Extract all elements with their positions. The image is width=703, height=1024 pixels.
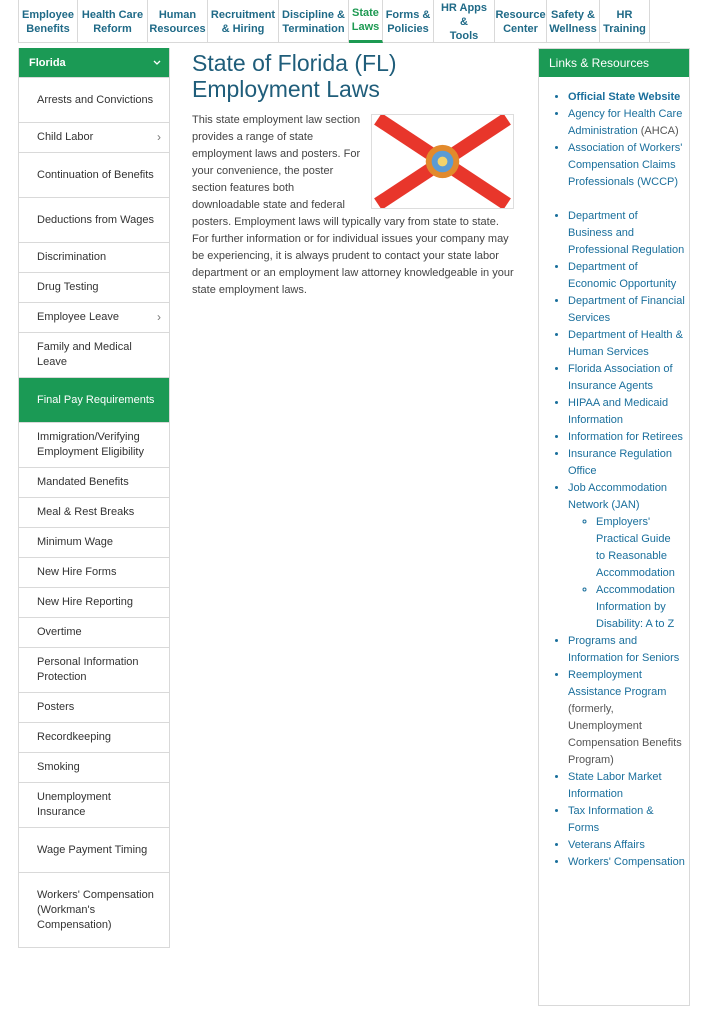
link-item [568, 106, 685, 140]
link-employers-practical-guide-to-reasonable-accommodation[interactable]: Employers' Practical Guide to Reasonable Accommodation [596, 516, 675, 579]
link-insurance-regulation-office[interactable]: Insurance Regulation Office [568, 448, 672, 477]
sidebar-item-smoking[interactable] [19, 752, 169, 782]
sidebar-item-label: Deductions from Wages [37, 213, 154, 226]
sidebar-item-label: Continuation of Benefits [37, 168, 154, 181]
sidebar-item-new-hire-reporting[interactable] [19, 587, 169, 617]
nav-tab-discipline-termination[interactable]: Discipline & Termination [279, 0, 349, 43]
sidebar-item-mandated-benefits[interactable] [19, 467, 169, 497]
sidebar-item-child-labor[interactable] [19, 122, 169, 152]
sidebar-item-label: Meal & Rest Breaks [37, 506, 135, 518]
sidebar-item-label: Smoking [37, 761, 80, 773]
link-department-of-financial-services[interactable]: Department of Financial Services [568, 295, 685, 324]
sidebar-item-label: Unemployment Insurance [37, 791, 111, 818]
sidebar-item-drug-testing[interactable] [19, 272, 169, 302]
nav-tab-safety-wellness[interactable]: Safety & Wellness [547, 0, 600, 43]
sidebar-item-discrimination[interactable] [19, 242, 169, 272]
link-item [568, 89, 685, 106]
top-navigation [18, 0, 670, 43]
sidebar-item-deductions-from-wages[interactable] [19, 197, 169, 242]
sidebar-item-label: Minimum Wage [37, 536, 113, 548]
sidebar-item-meal-rest-breaks[interactable] [19, 497, 169, 527]
sidebar-item-employee-leave[interactable] [19, 302, 169, 332]
sidebar-item-family-and-medical-leave[interactable] [19, 332, 169, 377]
sub-link-item [596, 514, 681, 582]
sidebar-item-label: Drug Testing [37, 281, 99, 293]
link-item [568, 633, 685, 667]
sidebar-header-florida[interactable] [19, 48, 169, 77]
sidebar-item-label: Discrimination [37, 251, 107, 263]
florida-flag-image [371, 114, 514, 209]
nav-tab-employee-benefits[interactable]: Employee Benefits [18, 0, 78, 43]
sidebar-item-label: Workers' Compensation (Workman's Compensation) [37, 888, 154, 931]
link-item [568, 361, 685, 395]
nav-tab-state-laws[interactable]: State Laws [349, 0, 383, 43]
chevron-right-icon: › [157, 130, 161, 144]
sidebar-item-label: Wage Payment Timing [37, 843, 148, 856]
main-content [192, 50, 518, 299]
link-suffix-text: (formerly, Unemployment Compensation Benefits Program) [568, 703, 682, 766]
sidebar-item-label: Employee Leave [37, 311, 119, 323]
link-department-of-business-and-professional-regulation[interactable]: Department of Business and Professional Regulation [568, 210, 685, 256]
sidebar-item-arrests-and-convictions[interactable] [19, 77, 169, 122]
link-job-accommodation-network-jan[interactable]: Job Accommodation Network (JAN) [568, 482, 668, 511]
links-list [539, 89, 689, 871]
links-resources-panel [538, 48, 690, 1006]
link-department-of-economic-opportunity[interactable]: Department of Economic Opportunity [568, 261, 677, 290]
link-item [568, 446, 685, 480]
sidebar-item-workers-compensation-workman-s-compensation[interactable] [19, 872, 169, 947]
link-association-of-workers-compensation-claims-professionals-wccp[interactable]: Association of Workers' Compensation Claims Professionals (WCCP) [568, 142, 683, 188]
sidebar-item-posters[interactable] [19, 692, 169, 722]
nav-tab-recruitment-hiring[interactable]: Recruitment & Hiring [208, 0, 279, 43]
link-item [568, 803, 685, 837]
link-workers-compensation[interactable]: Workers' Compensation [568, 856, 685, 868]
sidebar-item-label: Final Pay Requirements [37, 393, 155, 406]
nav-tab-resource-center[interactable]: Resource Center [495, 0, 547, 43]
link-department-of-health-human-services[interactable]: Department of Health & Human Services [568, 329, 683, 358]
sidebar-item-unemployment-insurance[interactable] [19, 782, 169, 827]
link-agency-for-health-care-administration[interactable]: Agency for Health Care Administration [568, 108, 683, 137]
nav-tab-health-care-reform[interactable]: Health Care Reform [78, 0, 148, 43]
link-item [568, 140, 685, 191]
sidebar-item-label: New Hire Reporting [37, 596, 133, 608]
link-item [568, 837, 685, 854]
state-sidebar [18, 48, 170, 948]
link-item [568, 854, 685, 871]
chevron-right-icon: › [157, 310, 161, 324]
link-official-state-website[interactable]: Official State Website [568, 91, 681, 103]
sidebar-item-label: Recordkeeping [37, 731, 111, 743]
link-reemployment-assistance-program[interactable]: Reemployment Assistance Program [568, 669, 667, 698]
link-item [568, 769, 685, 803]
link-item [568, 259, 685, 293]
link-information-for-retirees[interactable]: Information for Retirees [568, 431, 683, 443]
sidebar-item-continuation-of-benefits[interactable] [19, 152, 169, 197]
link-item [568, 208, 685, 259]
sidebar-item-label: Child Labor [37, 131, 94, 143]
sidebar-item-immigration-verifying-employment-eligibility[interactable] [19, 422, 169, 467]
sidebar-item-overtime[interactable] [19, 617, 169, 647]
links-header: Links & Resources [539, 49, 689, 77]
link-accommodation-information-by-disability-a-to-z[interactable]: Accommodation Information by Disability: A to Z [596, 584, 675, 630]
nav-tab-forms-policies[interactable]: Forms & Policies [383, 0, 434, 43]
sidebar-item-label: Overtime [37, 626, 82, 638]
nav-tab-hr-apps-tools[interactable]: HR Apps & Tools [434, 0, 495, 43]
link-tax-information-forms[interactable]: Tax Information & Forms [568, 805, 654, 834]
link-state-labor-market-information[interactable]: State Labor Market Information [568, 771, 662, 800]
sidebar-item-label: New Hire Forms [37, 566, 117, 578]
link-item [568, 480, 685, 633]
nav-tab-human-resources[interactable]: Human Resources [148, 0, 208, 43]
link-programs-and-information-for-seniors[interactable]: Programs and Information for Seniors [568, 635, 680, 664]
nav-tab-hr-training[interactable]: HR Training [600, 0, 650, 43]
link-suffix-text: (AHCA) [637, 125, 679, 137]
link-item [568, 429, 685, 446]
sidebar-header-label: Florida [29, 56, 66, 69]
link-florida-association-of-insurance-agents[interactable]: Florida Association of Insurance Agents [568, 363, 673, 392]
sidebar-item-final-pay-requirements[interactable] [19, 377, 169, 422]
sidebar-item-label: Immigration/Verifying Employment Eligibility [37, 431, 144, 458]
intro-text: This state employment law section provides a range of state employment laws and posters. For your convenience, the poster section features both downloadable state and federal posters. Employment laws will typically vary from state to state. For further information or for individual issues your company may be experiencing, it is always prudent to contact your state labor department or an employment law attorney knowledgeable in your state employment laws. [192, 114, 514, 296]
sidebar-item-recordkeeping[interactable] [19, 722, 169, 752]
link-item [568, 293, 685, 327]
sidebar-item-label: Mandated Benefits [37, 476, 129, 488]
intro-text-block [192, 112, 518, 299]
chevron-down-icon [153, 57, 161, 69]
sidebar-item-label: Personal Information Protection [37, 656, 139, 683]
sidebar-item-label: Family and Medical Leave [37, 341, 132, 368]
sidebar-item-label: Posters [37, 701, 75, 713]
sidebar-item-label: Arrests and Convictions [37, 93, 154, 106]
sidebar-item-minimum-wage[interactable] [19, 527, 169, 557]
sidebar-item-new-hire-forms[interactable] [19, 557, 169, 587]
link-veterans-affairs[interactable]: Veterans Affairs [568, 839, 645, 851]
sidebar-item-wage-payment-timing[interactable] [19, 827, 169, 872]
sidebar-item-personal-information-protection[interactable] [19, 647, 169, 692]
link-hipaa-and-medicaid-information[interactable]: HIPAA and Medicaid Information [568, 397, 669, 426]
link-item [568, 395, 685, 429]
sub-link-item [596, 582, 681, 633]
link-item [568, 667, 685, 769]
page-title: State of Florida (FL) Employment Laws [192, 50, 397, 102]
link-item [568, 327, 685, 361]
